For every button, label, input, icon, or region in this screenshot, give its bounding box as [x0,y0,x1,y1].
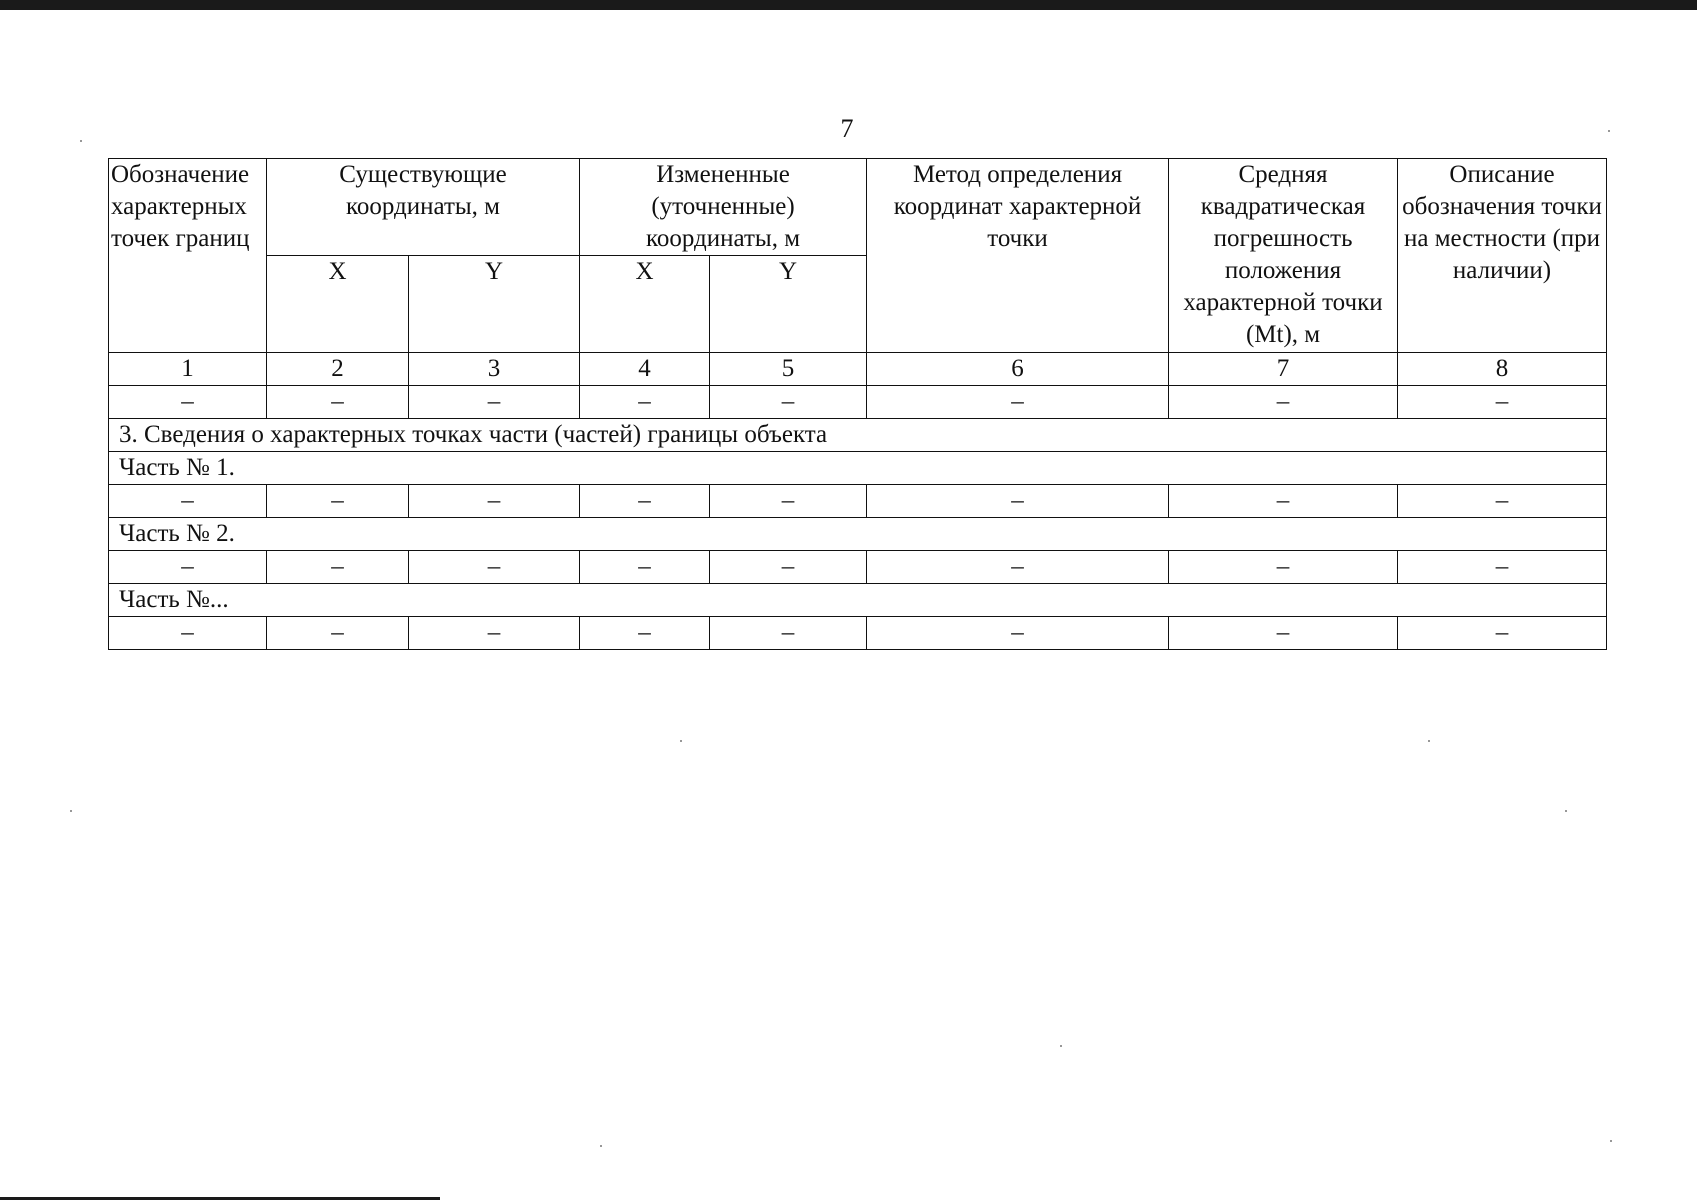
dash-cell: – [409,386,580,419]
scan-speck [1608,130,1610,132]
dash-cell: – [267,386,409,419]
dash-cell: – [580,617,710,650]
dash-cell: – [1169,485,1398,518]
column-number: 7 [1169,353,1398,386]
column-number: 5 [710,353,867,386]
column-number: 2 [267,353,409,386]
column-number: 3 [409,353,580,386]
header-existing-x: X [267,256,409,353]
dash-cell: – [867,386,1169,419]
header-point-designation: Обозначение характерных точек границ [109,159,267,353]
dash-cell: – [109,485,267,518]
header-point-description: Описание обозначения точки на местности (при наличии) [1398,159,1607,353]
dash-cell: – [580,485,710,518]
scan-top-edge [0,0,1697,10]
dash-cell: – [409,617,580,650]
scan-speck [600,1145,602,1147]
dash-cell: – [1169,617,1398,650]
header-method: Метод определения координат характерной точки [867,159,1169,353]
boundary-points-table [108,158,1607,650]
table-row [109,551,1607,584]
header-existing-y: Y [409,256,580,353]
dash-cell: – [1169,386,1398,419]
scan-speck [1565,810,1567,812]
column-number-row [109,353,1607,386]
dash-cell: – [409,485,580,518]
dash-cell: – [1398,617,1607,650]
dash-cell: – [710,386,867,419]
header-changed-coordinates: Измененные (уточненные) координаты, м [580,159,867,256]
dash-cell: – [109,617,267,650]
scan-speck [70,810,72,812]
dash-cell: – [867,551,1169,584]
part-label: Часть № 1. [109,452,1607,485]
dash-cell: – [1398,551,1607,584]
part-label: Часть № 2. [109,518,1607,551]
dash-cell: – [1398,386,1607,419]
dash-cell: – [1169,551,1398,584]
page-number: 7 [840,114,854,143]
header-existing-coordinates: Существующие координаты, м [267,159,580,256]
section-title: 3. Сведения о характерных точках части (частей) границы объекта [109,419,1607,452]
dash-cell: – [109,551,267,584]
header-mean-square-error: Средняя квадратическая погрешность положения характерной точки (Mt), м [1169,159,1398,353]
dash-cell: – [580,386,710,419]
dash-cell: – [867,617,1169,650]
dash-cell: – [267,485,409,518]
header-changed-x: X [580,256,710,353]
scan-speck [80,140,82,142]
column-number: 4 [580,353,710,386]
dash-cell: – [267,551,409,584]
scan-speck [1610,1140,1612,1142]
dash-cell: – [710,617,867,650]
dash-cell: – [710,485,867,518]
dash-cell: – [109,386,267,419]
header-changed-y: Y [710,256,867,353]
scan-speck [680,740,682,742]
column-number: 8 [1398,353,1607,386]
dash-cell: – [1398,485,1607,518]
dash-cell: – [267,617,409,650]
dash-cell: – [867,485,1169,518]
dash-cell: – [710,551,867,584]
column-number: 1 [109,353,267,386]
table-row [109,386,1607,419]
dash-cell: – [580,551,710,584]
column-number: 6 [867,353,1169,386]
scan-speck [1428,740,1430,742]
scan-speck [1060,1045,1062,1047]
dash-cell: – [409,551,580,584]
table-row [109,617,1607,650]
part-label: Часть №... [109,584,1607,617]
table-row [109,485,1607,518]
